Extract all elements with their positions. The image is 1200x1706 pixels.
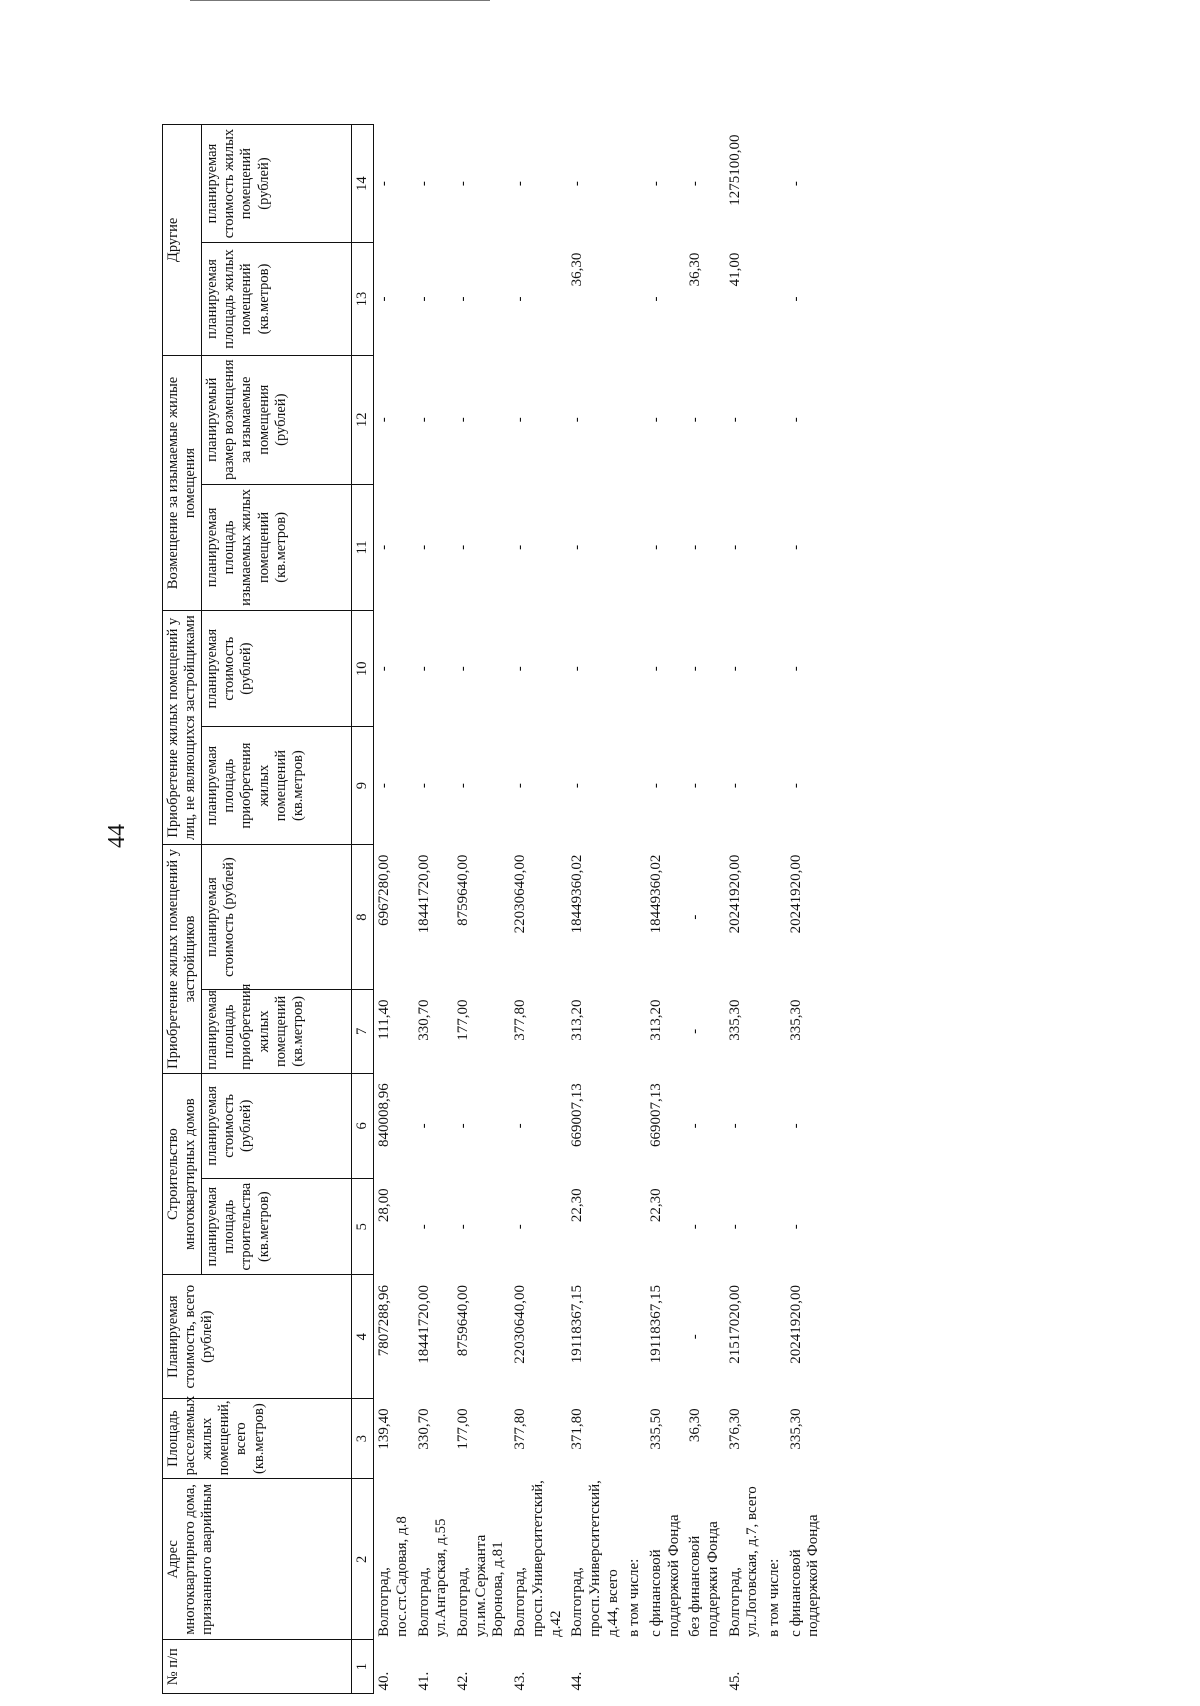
cell-value: - — [687, 914, 704, 920]
cell-value: - — [687, 1224, 704, 1230]
col-number: 11 — [352, 484, 374, 611]
row-address: Волгоград, ул.Логовская, д.7, всего — [726, 1486, 761, 1637]
cell-value: 22030640,00 — [512, 854, 529, 934]
cell-value: 177,00 — [455, 999, 472, 1041]
cell-value: 330,70 — [415, 1408, 432, 1450]
table-row — [646, 125, 685, 1694]
header-group-developers: Приобретение жилых помещений у застройщиков — [163, 845, 202, 1074]
cell-value: 19118367,15 — [569, 1284, 586, 1364]
header-group-non-developers: Приобретение жилых помещений у лиц, не являющихся застройщиками — [163, 611, 202, 845]
cell-value: - — [569, 666, 586, 672]
cell-value: 330,70 — [415, 999, 432, 1041]
resettlement-table — [162, 124, 825, 1694]
header-col-6: планируемая стоимость (рублей) — [202, 1073, 352, 1178]
col-number: 8 — [352, 845, 374, 990]
cell-value: - — [787, 544, 804, 550]
cell-value: 36,30 — [569, 252, 586, 287]
cell-value — [764, 243, 786, 356]
cell-value: - — [687, 666, 704, 672]
cell-value: 18441720,00 — [415, 1284, 432, 1364]
row-number: 43. — [512, 1671, 529, 1691]
cell-value: 139,40 — [376, 1408, 393, 1450]
cell-value: 18449360,02 — [647, 854, 664, 934]
cell-value: - — [687, 417, 704, 423]
cell-value: - — [687, 1123, 704, 1129]
col-number: 3 — [352, 1398, 374, 1478]
cell-value: 21517020,00 — [726, 1284, 743, 1364]
cell-value — [764, 1178, 786, 1275]
cell-value: - — [687, 1334, 704, 1340]
row-address: Волгоград, ул.Ангарская, д.55 — [415, 1518, 450, 1637]
row-address: в том числе: — [766, 1558, 783, 1637]
header-col-address: Адрес многоквартирного дома, признанного аварийным — [163, 1479, 352, 1640]
col-number: 10 — [352, 611, 374, 727]
cell-value — [764, 727, 786, 845]
cell-value: 7807288,96 — [376, 1284, 393, 1357]
cell-value: - — [726, 544, 743, 550]
cell-value: 335,30 — [726, 999, 743, 1041]
cell-value — [624, 484, 646, 611]
row-address: Волгоград, ул.им.Сержанта Воронова, д.81 — [455, 1534, 507, 1637]
col-number: 4 — [352, 1275, 374, 1398]
cell-value: - — [455, 666, 472, 672]
cell-value — [624, 845, 646, 990]
cell-value: - — [787, 1224, 804, 1230]
header-col-14: планируемая стоимость жилых помещений (рублей) — [202, 125, 352, 243]
cell-value — [624, 1073, 646, 1178]
cell-value — [764, 125, 786, 243]
cell-value: - — [687, 544, 704, 550]
header-col-5: планируемая площадь строительства (кв.метров) — [202, 1178, 352, 1275]
cell-value: - — [415, 296, 432, 302]
cell-value: 36,30 — [687, 252, 704, 287]
cell-value: - — [687, 181, 704, 187]
cell-value: 20241920,00 — [787, 854, 804, 934]
cell-value: 335,50 — [647, 1408, 664, 1450]
cell-value: - — [726, 666, 743, 672]
cell-value: - — [376, 181, 393, 187]
cell-value: - — [455, 417, 472, 423]
cell-value: - — [647, 296, 664, 302]
cell-value: - — [376, 666, 393, 672]
cell-value: 669007,13 — [647, 1083, 664, 1147]
cell-value: - — [415, 1123, 432, 1129]
cell-value: - — [512, 666, 529, 672]
cell-value — [624, 1398, 646, 1478]
row-number — [646, 1640, 685, 1694]
cell-value: - — [647, 544, 664, 550]
cell-value — [624, 990, 646, 1074]
cell-value: 18449360,02 — [569, 854, 586, 934]
table-row — [453, 125, 510, 1694]
cell-value: 6967280,00 — [376, 854, 393, 926]
cell-value: 22,30 — [647, 1188, 664, 1223]
cell-value: - — [787, 1123, 804, 1129]
cell-value — [624, 355, 646, 484]
table-row — [725, 125, 764, 1694]
cell-value: 22030640,00 — [512, 1284, 529, 1364]
cell-value: - — [415, 783, 432, 789]
cell-value — [764, 1275, 786, 1398]
cell-value: 376,30 — [726, 1408, 743, 1450]
row-number — [786, 1640, 825, 1694]
row-number — [764, 1640, 786, 1694]
cell-value: - — [726, 783, 743, 789]
cell-value: 1275100,00 — [726, 134, 743, 206]
cell-value: - — [415, 181, 432, 187]
cell-value: 377,80 — [512, 1408, 529, 1450]
row-number: 42. — [455, 1671, 472, 1691]
cell-value: 669007,13 — [569, 1083, 586, 1147]
cell-value — [764, 1398, 786, 1478]
cell-value: 22,30 — [569, 1188, 586, 1223]
col-number: 1 — [352, 1640, 374, 1694]
cell-value — [764, 1073, 786, 1178]
cell-value: - — [647, 417, 664, 423]
header-col-13: планируемая площадь жилых помещений (кв.метров) — [202, 243, 352, 356]
cell-value — [764, 845, 786, 990]
cell-value — [764, 611, 786, 727]
cell-value: 18441720,00 — [415, 854, 432, 934]
cell-value: 313,20 — [647, 999, 664, 1041]
cell-value: - — [512, 181, 529, 187]
column-number-row — [352, 125, 374, 1694]
cell-value: 41,00 — [726, 252, 743, 287]
cell-value — [624, 1178, 646, 1275]
row-number: 45. — [726, 1671, 743, 1691]
cell-value: - — [512, 296, 529, 302]
cell-value: 371,80 — [569, 1408, 586, 1450]
cell-value: 20241920,00 — [726, 854, 743, 934]
row-number: 44. — [569, 1671, 586, 1691]
cell-value: 111,40 — [376, 999, 393, 1040]
col-number: 14 — [352, 125, 374, 243]
table-row — [374, 125, 414, 1694]
row-number: 40. — [376, 1671, 393, 1691]
cell-value — [624, 1275, 646, 1398]
row-number — [685, 1640, 724, 1694]
cell-value: - — [569, 544, 586, 550]
row-number: 41. — [415, 1671, 432, 1691]
cell-value: 840008,96 — [376, 1083, 393, 1147]
cell-value: - — [512, 1224, 529, 1230]
cell-value: - — [512, 783, 529, 789]
cell-value: - — [376, 417, 393, 423]
row-address: с финансовой поддержкой Фонда — [787, 1514, 822, 1637]
header-col-12: планируемый размер возмещения за изымаемые помещения (рублей) — [202, 355, 352, 484]
row-address: Волгоград, просп.Университетский, д.42 — [512, 1480, 564, 1637]
cell-value: - — [569, 181, 586, 187]
header-col-11: планируемая площадь изымаемых жилых помещений (кв.метров) — [202, 484, 352, 611]
cell-value: - — [376, 296, 393, 302]
header-group-compensation: Возмещение за изымаемые жилые помещения — [163, 355, 202, 610]
cell-value — [624, 611, 646, 727]
cell-value — [624, 243, 646, 356]
header-col-cost-total: Планируемая стоимость, всего (рублей) — [163, 1275, 352, 1398]
cell-value: - — [647, 783, 664, 789]
table-subheading-row — [764, 125, 786, 1694]
cell-value: - — [687, 783, 704, 789]
cell-value: - — [415, 666, 432, 672]
table-row — [567, 125, 624, 1694]
col-number: 2 — [352, 1479, 374, 1640]
header-col-9: планируемая площадь приобретения жилых помещений (кв.метров) — [202, 727, 352, 845]
cell-value — [764, 990, 786, 1074]
cell-value: 20241920,00 — [787, 1284, 804, 1364]
cell-value: 19118367,15 — [647, 1284, 664, 1364]
cell-value: - — [376, 544, 393, 550]
cell-value: - — [455, 181, 472, 187]
cell-value: - — [455, 296, 472, 302]
cell-value: 177,00 — [455, 1408, 472, 1450]
table-row — [786, 125, 825, 1694]
cell-value: - — [512, 417, 529, 423]
table-row — [685, 125, 724, 1694]
header-col-area-total: Площадь расселяемых жилых помещений, всего (кв.метров) — [163, 1398, 352, 1478]
row-number — [624, 1640, 646, 1694]
cell-value: - — [726, 1123, 743, 1129]
table-row — [414, 125, 453, 1694]
col-number: 9 — [352, 727, 374, 845]
row-address: с финансовой поддержкой Фонда — [647, 1514, 682, 1637]
col-number: 12 — [352, 355, 374, 484]
cell-value: - — [415, 544, 432, 550]
col-number: 5 — [352, 1178, 374, 1275]
cell-value — [764, 355, 786, 484]
cell-value: 313,20 — [569, 999, 586, 1041]
cell-value: 8759640,00 — [455, 854, 472, 926]
page-number: 44 — [104, 824, 130, 848]
row-address: Волгоград, просп.Университетский, д.44, всего — [569, 1480, 621, 1637]
cell-value: - — [787, 666, 804, 672]
table-row — [510, 125, 567, 1694]
cell-value: - — [647, 666, 664, 672]
cell-value: 335,30 — [787, 999, 804, 1041]
row-address: без финансовой поддержки Фонда — [687, 1521, 722, 1637]
table-body — [374, 125, 825, 1694]
header-col-7: планируемая площадь приобретения жилых помещений (кв.метров) — [202, 990, 352, 1074]
cell-value: - — [415, 1224, 432, 1230]
cell-value: 335,30 — [787, 1408, 804, 1450]
cell-value: - — [455, 783, 472, 789]
cell-value: - — [787, 296, 804, 302]
col-number: 13 — [352, 243, 374, 356]
cell-value: - — [569, 417, 586, 423]
cell-value: 8759640,00 — [455, 1284, 472, 1357]
header-group-construction: Строительство многоквартирных домов — [163, 1073, 202, 1275]
col-number: 7 — [352, 990, 374, 1074]
cell-value: 377,80 — [512, 999, 529, 1041]
cell-value: - — [569, 783, 586, 789]
cell-value: - — [787, 417, 804, 423]
row-address: в том числе: — [626, 1558, 643, 1637]
col-number: 6 — [352, 1073, 374, 1178]
cell-value: 28,00 — [376, 1188, 393, 1223]
cell-value: - — [787, 783, 804, 789]
cell-value: - — [726, 417, 743, 423]
cell-value — [624, 727, 646, 845]
row-address: Волгоград, пос.ст.Садовая, д.8 — [376, 1516, 411, 1637]
cell-value: - — [687, 1028, 704, 1034]
header-col-10: планируемая стоимость (рублей) — [202, 611, 352, 727]
cell-value: - — [512, 1123, 529, 1129]
cell-value: - — [455, 544, 472, 550]
header-col-8: планируемая стоимость (рублей) — [202, 845, 352, 990]
header-row-groups — [163, 125, 202, 1694]
cell-value: - — [415, 417, 432, 423]
cell-value: - — [512, 544, 529, 550]
cell-value: - — [455, 1123, 472, 1129]
cell-value: - — [647, 181, 664, 187]
header-group-other: Другие — [163, 125, 202, 356]
table-subheading-row — [624, 125, 646, 1694]
cell-value — [764, 484, 786, 611]
cell-value: - — [376, 783, 393, 789]
cell-value — [624, 125, 646, 243]
cell-value: - — [787, 181, 804, 187]
cell-value: 36,30 — [687, 1408, 704, 1443]
cell-value: - — [455, 1224, 472, 1230]
cell-value: - — [726, 1224, 743, 1230]
header-col-number: № п/п — [163, 1640, 352, 1694]
